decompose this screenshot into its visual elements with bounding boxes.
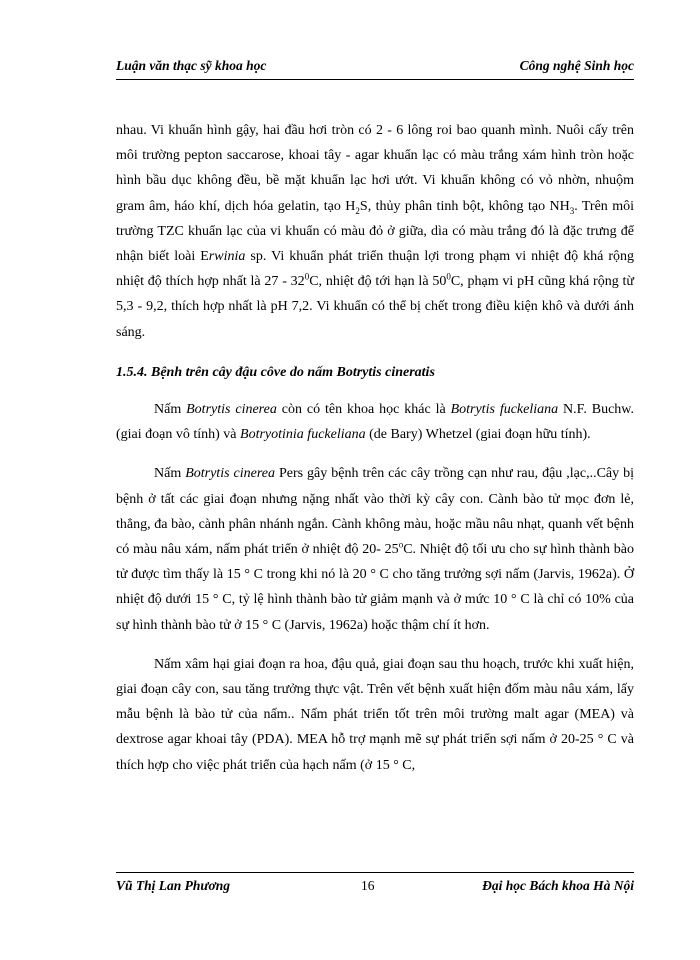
footer-divider [116,872,634,873]
p1-text-f: C, phạm vi pH cũng khá rộng từ 5,3 - 9,2, thích hợp nhất là pH 7,2. Vi khuẩn có thể bị chết trong điều kiện khô và dưới ánh sáng. [116,274,634,340]
p1-sub-1: 2 [355,205,360,216]
p3-text-a: Nấm [154,466,186,482]
p2-italic-2: Botrytis fuckeliana [450,402,559,418]
p2-text-c: N.F. Buchw. (giai đoạn vô tính) và [116,402,634,443]
header-department: Công nghệ Sinh học [519,58,634,73]
page-number: 16 [361,878,375,893]
page-footer [116,878,634,898]
section-title-italic: Botrytis cineratis [336,364,435,380]
paragraph-botrytis-disease [116,461,634,637]
p3-sup-1: o [398,539,404,550]
footer-author: Vũ Thị Lan Phương [116,878,230,893]
p1-text-d: sp. Vi khuẩn phát triển thuận lợi trong phạm vi nhiệt độ khá rộng nhiệt độ thích hợp nhất là 27 - 32 [116,249,634,290]
p3-italic-1: Botrytis cinerea [185,466,275,482]
p1-text-b: S, thủy phân tinh bột, không tạo NH [359,198,570,214]
section-heading [116,360,634,385]
p1-text-e: C, nhiệt độ tới hạn là 50 [309,274,447,290]
paragraph-erwinia [116,118,634,345]
p3-text-b: Pers gây bệnh trên các cây trồng cạn như rau, đậu ,lạc,..Cây bị bệnh ở tất các giai đoạn nhưng nặng nhất vào thời kỳ cây con. Cành bào tử mọc đơn lẻ, thẳng, đa bào, cành phân nhánh ngắn. Cành không màu, hoặc mầu nâu nhạt, quanh vết bệnh có màu nâu xám, nấm phát triển ở nhiệt độ 20- 25 [116,466,635,558]
footer-university: Đại học Bách khoa Hà Nội [482,878,634,893]
p1-sup-2: 0 [446,271,451,282]
p2-text-a: Nấm [154,402,187,418]
p1-text-a: nhau. Vi khuẩn hình gậy, hai đầu hơi tròn có 2 - 6 lông roi bao quanh mình. Nuôi cấy trên môi trường pepton saccarose, khoai tây - agar khuẩn lạc có màu trắng xám hình tròn hoặc hình bầu dục không đều, bề mặt khuẩn lạc hơi ướt. Vi khuẩn không có vỏ nhờn, nhuộm gram âm, háo khí, dịch hóa gelatin, tạo H [116,123,634,214]
p2-italic-3: Botryotinia fuckeliana [240,427,366,443]
page-header [116,58,634,78]
section-title-plain: 1.5.4. Bệnh trên cây đậu côve do nấm [116,364,337,380]
paragraph-botrytis-names [116,397,634,447]
p2-italic-1: Botrytis cinerea [186,402,277,418]
paragraph-botrytis-growth: Nấm xâm hại giai đoạn ra hoa, đậu quả, giai đoạn sau thu hoạch, trước khi xuất hiện, giai đoạn cây con, sau tăng trưởng thực vật. Trên vết bệnh xuất hiện đốm màu nâu xám, lấy mẫu bệnh là bào tử của nấm.. Nấm phát triển tốt trên môi trường malt agar (MEA) và dextrose agar khoai tây (PDA). MEA hỗ trợ mạnh mẽ sự phát triển sợi nấm ở 20-25 ° C và thích hợp cho việc phát triển của hạch nấm (ở 15 ° C, [116,656,634,773]
header-thesis-title: Luận văn thạc sỹ khoa học [116,58,267,73]
p2-text-b: còn có tên khoa học khác là [276,402,451,418]
p1-sub-2: 3 [569,205,575,216]
header-divider [116,79,634,80]
p1-sup-1: 0 [304,271,310,282]
p1-text-c: . Trên môi trường TZC khuẩn lạc của vi khuẩn có màu đỏ ở giữa, dìa có màu trắng đó là đặc trưng để nhận biết loài E [116,198,634,265]
p2-text-d: (de Bary) Whetzel (giai đoạn hữu tính). [365,427,591,443]
p3-text-c: C. Nhiệt độ tối ưu cho sự hình thành bào tử được tìm thấy là 15 ° C trong khi nó là 20 ° C cho tăng trưởng sợi nấm (Jarvis, 1962a). Ở nhiệt độ dưới 15 ° C, tỷ lệ hình thành bào tử giảm mạnh và ở mức 10 ° C là chỉ có 10% của sự hình thành bào tử ở 15 ° C (Jarvis, 1962a) hoặc thậm chí ít hơn. [116,542,635,633]
p1-italic-genus: rwinia [208,249,246,265]
page-body [116,118,634,778]
